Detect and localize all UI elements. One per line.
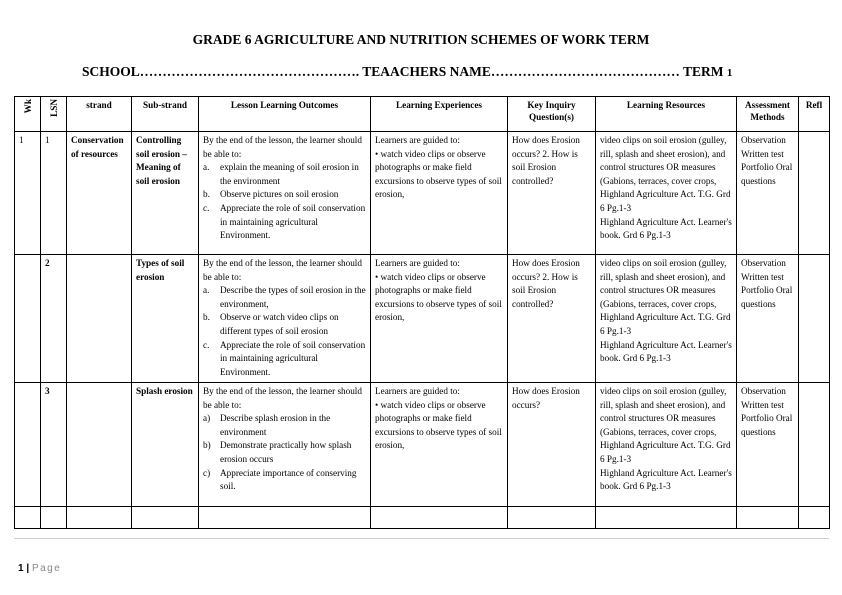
list-item: b. Observe or watch video clips on different types of soil erosion xyxy=(203,312,339,336)
experience-intro: Learners are guided to: xyxy=(375,258,460,268)
list-item: a. explain the meaning of soil erosion in the environment xyxy=(203,162,359,186)
page-footer xyxy=(18,563,61,574)
cell-empty xyxy=(67,507,132,529)
cell-inquiry: How does Erosion occurs? 2. How is soil Erosion controlled? xyxy=(508,132,596,255)
header-wk: Wk xyxy=(15,97,41,132)
cell-assessment: Observation Written test Portfolio Oral questions xyxy=(737,132,799,255)
experience-intro: Learners are guided to: xyxy=(375,386,460,396)
page-separator: | xyxy=(26,563,30,574)
resources-book: Highland Agriculture Act. Learner's book. Grd 6 Pg.1-3 xyxy=(600,339,732,364)
experience-bullet: • watch video clips or observe photographs or make field excursions to observe types of soil erosion, xyxy=(375,399,503,453)
table-row xyxy=(15,132,830,255)
header-substrand: Sub-strand xyxy=(132,97,199,132)
cell-wk xyxy=(15,255,41,383)
cell-wk xyxy=(15,383,41,507)
term-number: 1 xyxy=(726,67,733,79)
cell-empty xyxy=(15,507,41,529)
table-row xyxy=(15,255,830,383)
cell-refl xyxy=(799,255,830,383)
table-row xyxy=(15,383,830,507)
cell-outcomes xyxy=(199,132,371,255)
cell-lsn: 2 xyxy=(41,255,67,383)
cell-empty xyxy=(508,507,596,529)
page-word: Page xyxy=(31,563,62,574)
outcome-intro: By the end of the lesson, the learner should be able to: xyxy=(203,258,362,282)
list-item: c. Appreciate the role of soil conservation in maintaining agricultural Environment. xyxy=(203,202,366,241)
cell-experiences xyxy=(371,132,508,255)
cell-empty xyxy=(737,507,799,529)
list-item: a) Describe splash erosion in the environment xyxy=(203,413,331,437)
cell-experiences xyxy=(371,255,508,383)
resources-book: Highland Agriculture Act. Learner's book. Grd 6 Pg.1-3 xyxy=(600,216,732,241)
header-experiences: Learning Experiences xyxy=(371,97,508,132)
experience-bullet: • watch video clips or observe photographs or make field excursions to observe types of soil erosion, xyxy=(375,271,503,325)
list-item: c. Appreciate the role of soil conservation in maintaining agricultural Environment. xyxy=(203,339,366,377)
list-item: c) Appreciate importance of conserving soil. xyxy=(203,467,357,492)
header-refl: Refl xyxy=(799,97,830,132)
school-teacher-fields: SCHOOL…………………………………………. TEAACHERS NAME…………………………………… TERM xyxy=(82,64,724,79)
cell-assessment: Observation Written test Portfolio Oral questions xyxy=(737,383,799,507)
page-number: 1 xyxy=(18,563,24,574)
cell-empty xyxy=(41,507,67,529)
header-row xyxy=(15,97,830,132)
cell-outcomes xyxy=(199,255,371,383)
schemes-of-work-table xyxy=(14,96,830,529)
cell-substrand: Splash erosion xyxy=(132,383,199,507)
cell-resources xyxy=(596,132,737,255)
cell-empty xyxy=(199,507,371,529)
footer-divider xyxy=(14,538,829,539)
cell-experiences xyxy=(371,383,508,507)
experience-bullet: • watch video clips or observe photographs or make field excursions to observe types of soil erosion, xyxy=(375,148,503,202)
cell-substrand: Controlling soil erosion – Meaning of soil erosion xyxy=(132,132,199,255)
cell-lsn: 3 xyxy=(41,383,67,507)
header-assessment: Assessment Methods xyxy=(737,97,799,132)
outcome-intro: By the end of the lesson, the learner should be able to: xyxy=(203,386,362,410)
resources-main: video clips on soil erosion (gulley, rill, splash and sheet erosion), and control structures OR measures (Gabions, terraces, cover crops, Highland Agriculture Act. T.G. Grd 6 Pg.1-3 xyxy=(600,386,731,464)
header-resources: Learning Resources xyxy=(596,97,737,132)
cell-resources xyxy=(596,383,737,507)
cell-resources xyxy=(596,255,737,383)
cell-strand xyxy=(67,255,132,383)
header-strand: strand xyxy=(67,97,132,132)
header-inquiry: Key Inquiry Question(s) xyxy=(508,97,596,132)
experience-intro: Learners are guided to: xyxy=(375,135,460,145)
resources-book: Highland Agriculture Act. Learner's book. Grd 6 Pg.1-3 xyxy=(600,467,732,492)
document-title: GRADE 6 AGRICULTURE AND NUTRITION SCHEMES OF WORK TERM xyxy=(192,32,650,47)
resources-main: video clips on soil erosion (gulley, rill, splash and sheet erosion), and control structures OR measures (Gabions, terraces, cover crops, Highland Agriculture Act. T.G. Grd 6 Pg.1-3 xyxy=(600,258,731,336)
cell-empty xyxy=(799,507,830,529)
cell-assessment: Observation Written test Portfolio Oral questions xyxy=(737,255,799,383)
cell-refl xyxy=(799,132,830,255)
header-lsn: LSN xyxy=(41,97,67,132)
cell-strand xyxy=(67,383,132,507)
cell-inquiry: How does Erosion occurs? xyxy=(508,383,596,507)
cell-empty xyxy=(371,507,508,529)
cell-empty xyxy=(132,507,199,529)
cell-substrand: Types of soil erosion xyxy=(132,255,199,383)
list-item: a. Describe the types of soil erosion in the environment, xyxy=(203,285,366,309)
list-item: b) Demonstrate practically how splash erosion occurs xyxy=(203,440,352,464)
cell-strand: Conservation of resources xyxy=(67,132,132,255)
cell-refl xyxy=(799,383,830,507)
cell-empty xyxy=(596,507,737,529)
empty-row xyxy=(15,507,830,529)
cell-wk: 1 xyxy=(15,132,41,255)
resources-main: video clips on soil erosion (gulley, rill, splash and sheet erosion), and control structures OR measures (Gabions, terraces, cover crops, Highland Agriculture Act. T.G. Grd 6 Pg.1-3 xyxy=(600,135,731,213)
cell-inquiry: How does Erosion occurs? 2. How is soil Erosion controlled? xyxy=(508,255,596,383)
outcome-intro: By the end of the lesson, the learner should be able to: xyxy=(203,135,362,159)
list-item: b. Observe pictures on soil erosion xyxy=(203,189,339,200)
cell-lsn: 1 xyxy=(41,132,67,255)
header-outcomes: Lesson Learning Outcomes xyxy=(199,97,371,132)
school-teacher-line xyxy=(82,64,732,80)
cell-outcomes xyxy=(199,383,371,507)
